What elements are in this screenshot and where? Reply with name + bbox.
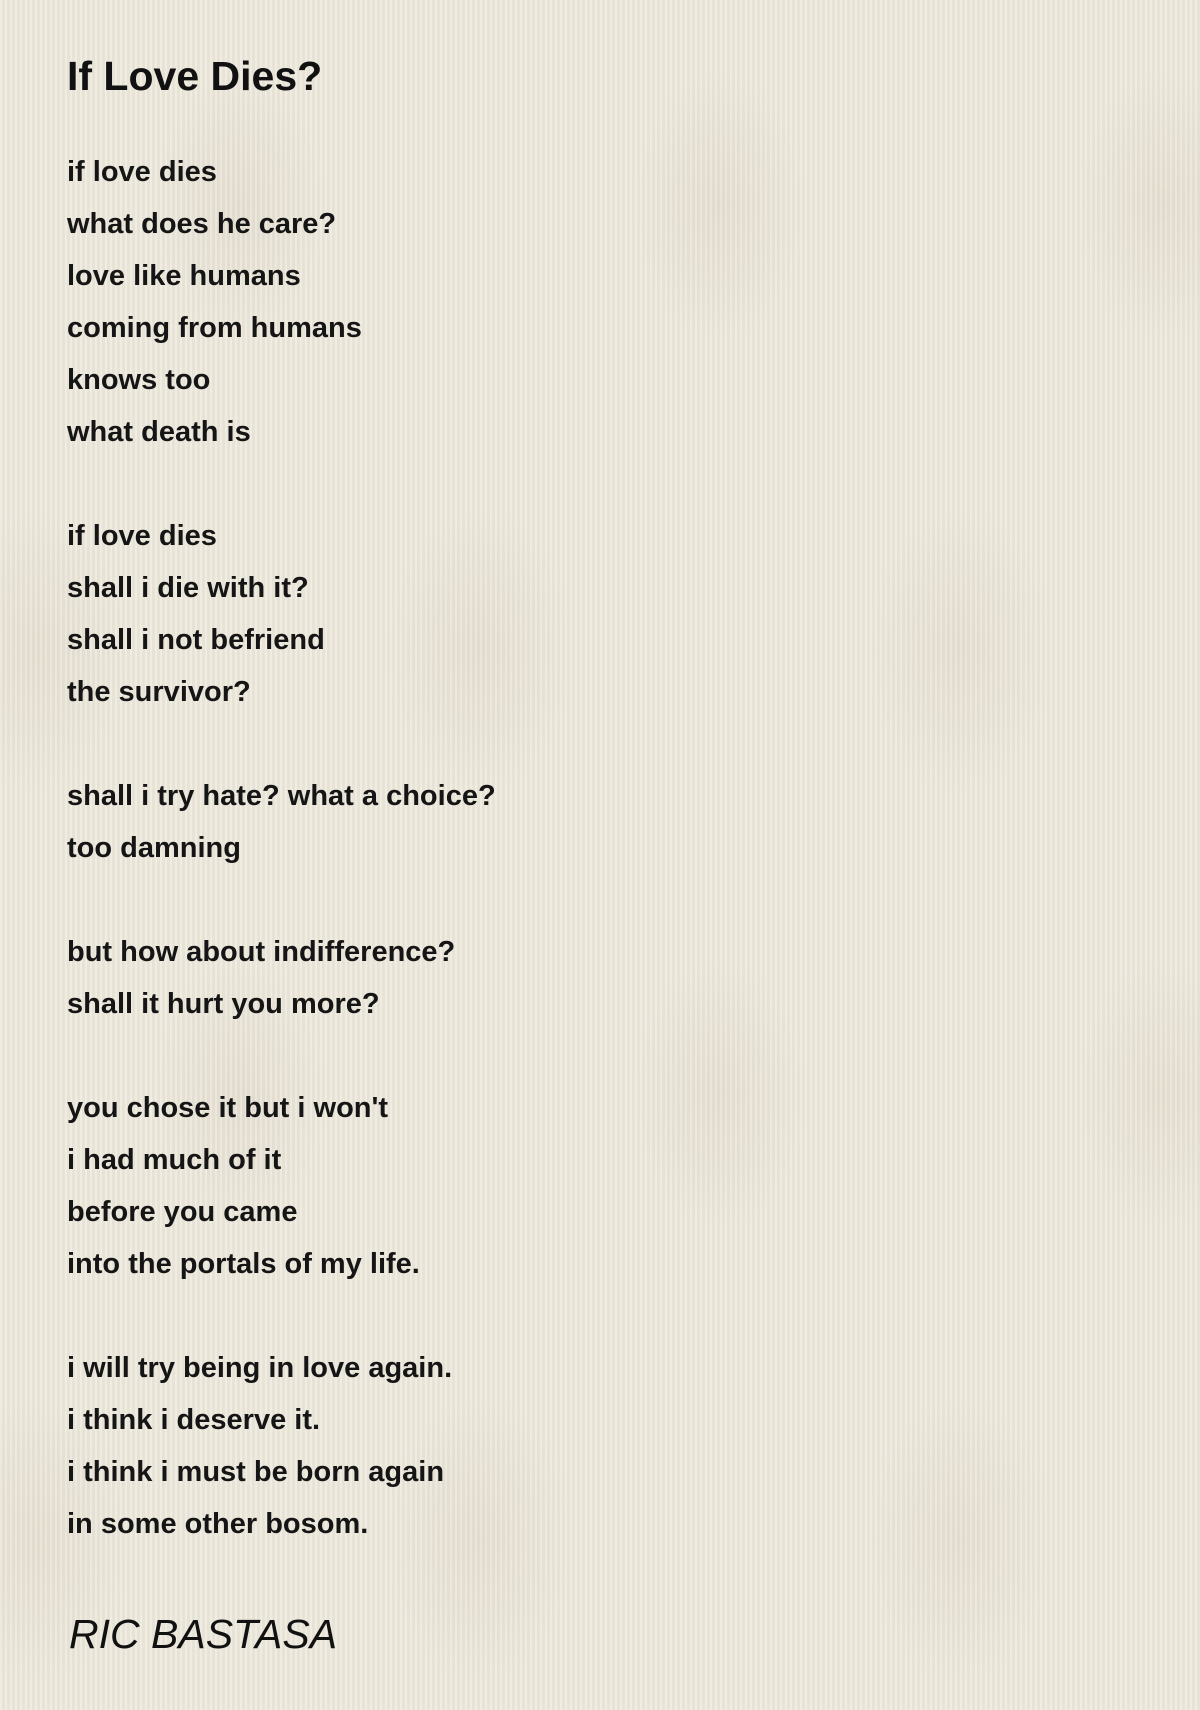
- poem-line: coming from humans: [67, 312, 362, 344]
- poem-line: knows too: [67, 364, 211, 396]
- poem-line: shall i not befriend: [67, 624, 325, 656]
- poem-stanza: [67, 1082, 1160, 1290]
- poem-line: love like humans: [67, 260, 301, 292]
- poem-line: i think i must be born again: [67, 1456, 445, 1488]
- poem-line: shall i try hate? what a choice?: [67, 780, 496, 812]
- poem-line: what does he care?: [67, 208, 337, 240]
- poem-stanza: [67, 146, 1160, 458]
- poem-page: [67, 50, 1160, 1602]
- poem-line: i had much of it: [67, 1144, 282, 1176]
- poem-line: before you came: [67, 1196, 298, 1228]
- poem-line: i will try being in love again.: [67, 1352, 453, 1384]
- poem-line: if love dies: [67, 520, 217, 552]
- poem-line: shall it hurt you more?: [67, 988, 380, 1020]
- poem-stanza: [67, 1342, 1160, 1550]
- poem-stanza: [67, 926, 1160, 1030]
- poem-line: if love dies: [67, 156, 217, 188]
- poem-body: [67, 146, 1160, 1550]
- poem-line: what death is: [67, 416, 251, 448]
- poem-line: you chose it but i won't: [67, 1092, 389, 1124]
- poem-line: but how about indifference?: [67, 936, 456, 968]
- poem-stanza: [67, 770, 1160, 874]
- poem-stanza: [67, 510, 1160, 718]
- poem-line: shall i die with it?: [67, 572, 309, 604]
- poem-title: If Love Dies?: [67, 53, 323, 99]
- poem-author: RIC BASTASA: [69, 1611, 338, 1657]
- poem-line: too damning: [67, 832, 241, 864]
- poem-line: into the portals of my life.: [67, 1248, 420, 1280]
- poem-line: in some other bosom.: [67, 1508, 369, 1540]
- poem-line: the survivor?: [67, 676, 251, 708]
- poem-line: i think i deserve it.: [67, 1404, 321, 1436]
